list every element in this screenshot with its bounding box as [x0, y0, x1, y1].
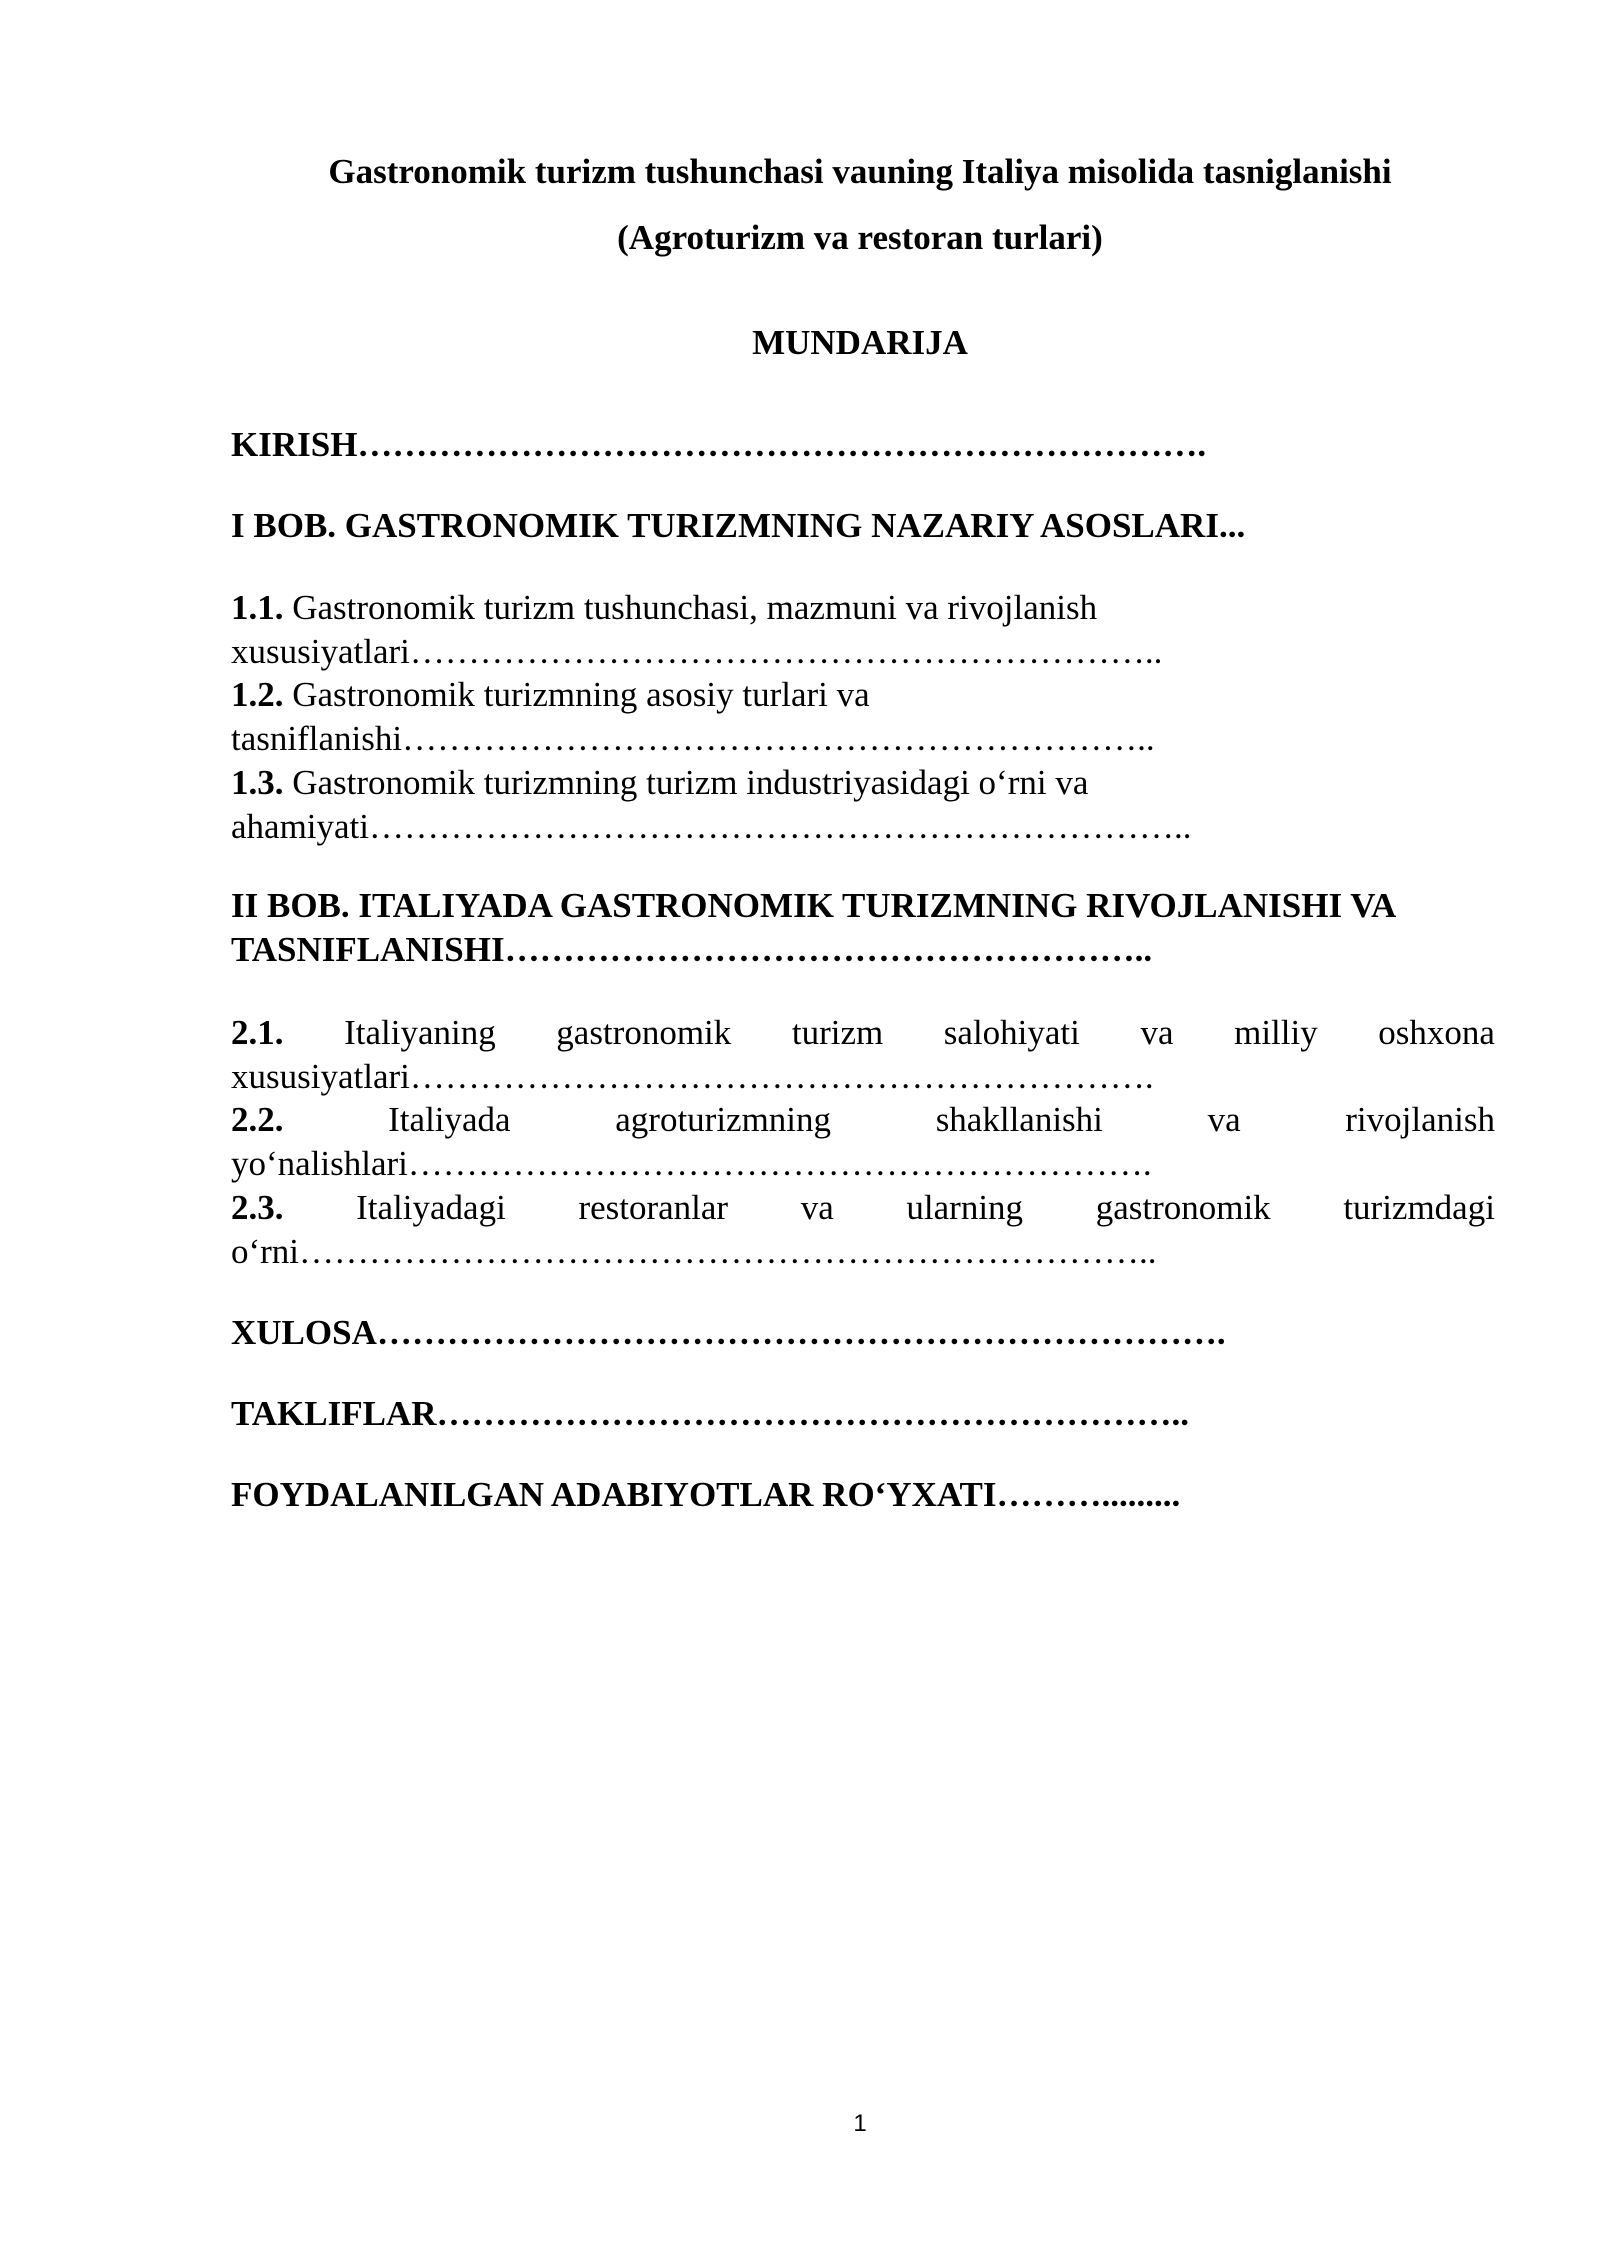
toc-item-word: gastronomik: [1095, 1188, 1271, 1227]
toc-chapter2-heading-line1: II BOB. ITALIYADA GASTRONOMIK TURIZMNING RIVOJLANISHI VA: [231, 886, 1397, 925]
toc-item-1-2: [231, 675, 870, 715]
toc-item-word: shakllanishi: [935, 1100, 1103, 1139]
toc-item-word: turizm: [791, 1013, 884, 1052]
toc-item-1-2-cont: tasniflanishi………………………………………………………..: [231, 719, 1155, 758]
toc-item-1-3-cont: ahamiyati……………………………………………………………..: [231, 807, 1192, 846]
toc-entry-kirish: KIRISH……………………………………………………………….: [231, 425, 1207, 464]
page-number: 1: [853, 2110, 867, 2137]
toc-item-word: agroturizmning: [615, 1100, 832, 1139]
toc-item-word: oshxona: [1378, 1013, 1495, 1052]
toc-entry-adabiyotlar: FOYDALANILGAN ADABIYOTLAR RO‘YXATI……….........: [231, 1475, 1181, 1514]
toc-item-word: rivojlanish: [1345, 1100, 1495, 1139]
toc-item-number: 1.1.: [231, 588, 284, 627]
toc-item-2-1-cont: xususiyatlari……………………………………………………….: [231, 1057, 1154, 1096]
toc-item-word: Italiyada: [388, 1100, 511, 1139]
toc-item-2-2-cont: yo‘nalishlari……………………………………………………….: [231, 1144, 1152, 1183]
toc-heading: MUNDARIJA: [752, 323, 968, 362]
toc-item-text: Gastronomik turizm tushunchasi, mazmuni va rivojlanish: [283, 588, 1098, 627]
toc-item-1-1: [231, 588, 1097, 628]
toc-item-word: va: [1140, 1013, 1174, 1052]
toc-item-1-1-cont: xususiyatlari………………………………………………………..: [231, 632, 1163, 671]
toc-item-text: Gastronomik turizmning turizm industriyasidagi o‘rni va: [283, 763, 1089, 802]
toc-item-2-1: [231, 1013, 1495, 1053]
toc-item-word: Italiyadagi: [356, 1188, 506, 1227]
toc-item-number: 2.3.: [231, 1188, 284, 1227]
toc-item-2-2: [231, 1100, 1495, 1140]
toc-entry-xulosa: XULOSA……………………………………………………………….: [231, 1313, 1226, 1352]
toc-item-number: 1.3.: [231, 763, 284, 802]
toc-item-word: salohiyati: [943, 1013, 1080, 1052]
toc-item-word: va: [800, 1188, 834, 1227]
toc-entry-takliflar: TAKLIFLAR………………………………………………………..: [231, 1394, 1189, 1433]
document-title-line1: Gastronomik turizm tushunchasi vauning Italiya misolida tasniglanishi: [328, 152, 1392, 191]
toc-item-word: ularning: [906, 1188, 1024, 1227]
toc-item-text: Gastronomik turizmning asosiy turlari va: [283, 675, 870, 714]
toc-item-word: gastronomik: [556, 1013, 732, 1052]
toc-item-1-3: [231, 763, 1088, 803]
toc-item-number: 1.2.: [231, 675, 284, 714]
toc-item-number: 2.1.: [231, 1013, 284, 1052]
toc-item-word: restoranlar: [578, 1188, 729, 1227]
toc-item-2-3-cont: o‘rni………………………………………………………………..: [231, 1232, 1157, 1271]
toc-item-2-3: [231, 1188, 1495, 1228]
toc-item-word: va: [1207, 1100, 1241, 1139]
toc-chapter2-heading-line2: TASNIFLANISHI………………………………………………..: [231, 930, 1153, 969]
toc-chapter1-heading: I BOB. GASTRONOMIK TURIZMNING NAZARIY ASOSLARI...: [231, 506, 1246, 545]
document-title-line2: (Agroturizm va restoran turlari): [617, 218, 1103, 257]
toc-item-word: turizmdagi: [1343, 1188, 1495, 1227]
toc-item-word: milliy: [1234, 1013, 1318, 1052]
toc-item-word: Italiyaning: [344, 1013, 496, 1052]
toc-item-number: 2.2.: [231, 1100, 284, 1139]
